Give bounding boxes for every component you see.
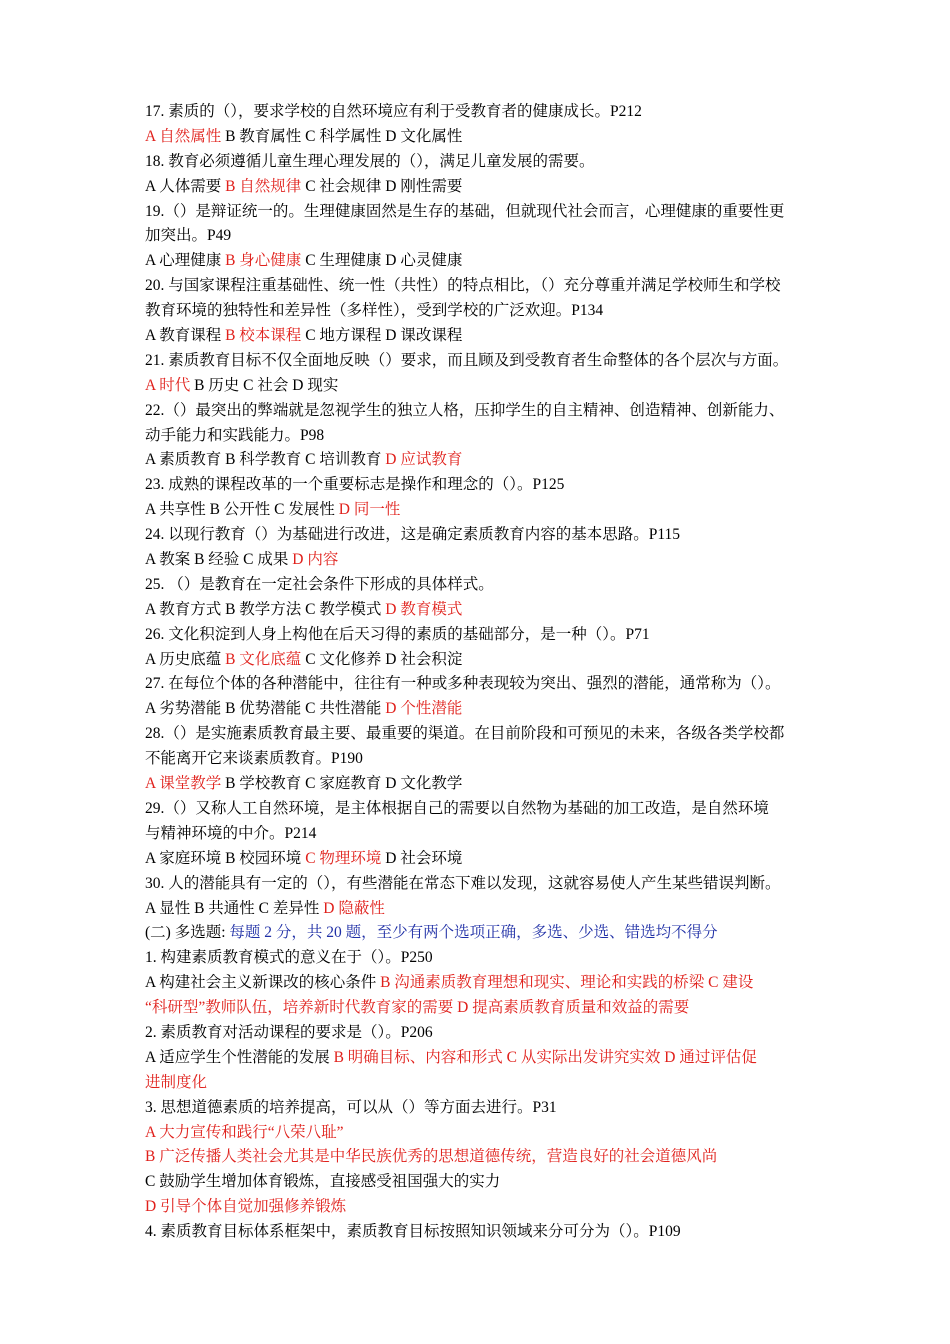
text-line [145, 897, 950, 922]
answer-text: A 自然属性 [145, 127, 222, 145]
text-line [145, 623, 950, 648]
text-segment: A 显性 B 共通性 C 差异性 [145, 899, 324, 917]
text-line [145, 424, 950, 449]
text-segment: C 地方课程 D 课改课程 [301, 327, 463, 345]
text-segment: 17. 素质的（），要求学校的自然环境应有利于受教育者的健康成长。P212 [145, 103, 642, 120]
answer-text: B 沟通素质教育理想和现实、理论和实践的桥梁 C 建设 [380, 974, 754, 992]
text-segment: A 适应学生个性潜能的发展 [145, 1048, 334, 1066]
answer-text: D 个性潜能 [385, 700, 463, 718]
text-segment: 19.（）是辩证统一的。生理健康固然是生存的基础，但就现代社会而言，心理健康的重要性更 [145, 202, 785, 220]
text-segment: A 共享性 B 公开性 C 发展性 [145, 501, 339, 519]
text-line [145, 200, 950, 225]
text-line [145, 996, 950, 1021]
text-line [145, 697, 950, 722]
text-segment: 24. 以现行教育（）为基础进行改进，这是确定素质教育内容的基本思路。P115 [145, 526, 681, 544]
answer-text: D 应试教育 [385, 451, 463, 469]
text-segment: 不能离开它来谈素质教育。P190 [145, 750, 363, 768]
text-line [145, 399, 950, 424]
text-segment: 25. （）是教育在一定社会条件下形成的具体样式。 [145, 575, 494, 593]
answer-text: A 课堂教学 [145, 775, 222, 793]
text-line [145, 299, 950, 324]
text-segment: A 人体需要 [145, 177, 226, 195]
text-segment: A 教育方式 B 教学方法 C 教学模式 [145, 600, 386, 618]
text-segment: C 鼓励学生增加体育锻炼，直接感受祖国强大的实力 [145, 1173, 501, 1191]
answer-text: D 教育模式 [385, 600, 463, 618]
text-line [145, 971, 950, 996]
text-segment: 18. 教育必须遵循儿童生理心理发展的（），满足儿童发展的需要。 [145, 152, 595, 170]
text-line [145, 1220, 950, 1245]
text-line [145, 498, 950, 523]
text-line [145, 349, 950, 374]
answer-text: 进制度化 [145, 1073, 208, 1091]
answer-text: B 自然规律 [225, 177, 302, 195]
text-segment: 29.（）又称人工自然环境，是主体根据自己的需要以自然物为基础的加工改造，是自然环境 [145, 799, 769, 817]
text-line [145, 523, 950, 548]
text-segment: B 历史 C 社会 D 现实 [190, 376, 339, 394]
document-body [0, 100, 950, 1245]
text-line [145, 797, 950, 822]
text-line [145, 1195, 950, 1220]
text-line [145, 448, 950, 473]
text-segment: A 家庭环境 B 校园环境 [145, 849, 306, 867]
text-line [145, 722, 950, 747]
text-line [145, 672, 950, 697]
text-segment: C 文化修养 D 社会积淀 [301, 650, 463, 668]
text-line [145, 921, 950, 946]
text-line [145, 249, 950, 274]
text-line [145, 573, 950, 598]
text-line [145, 1145, 950, 1170]
answer-text: B 广泛传播人类社会尤其是中华民族优秀的思想道德传统，营造良好的社会道德风尚 [145, 1148, 718, 1166]
text-segment: A 教案 B 经验 C 成果 [145, 551, 293, 569]
text-line [145, 1071, 950, 1096]
text-line [145, 1021, 950, 1046]
text-line [145, 548, 950, 573]
answer-text: A 时代 [145, 376, 191, 394]
text-line [145, 847, 950, 872]
text-segment: A 劣势潜能 B 优势潜能 C 共性潜能 [145, 700, 386, 718]
text-segment: A 心理健康 [145, 252, 226, 270]
text-segment: 27. 在每位个体的各种潜能中，往往有一种或多种表现较为突出、强烈的潜能，通常称为（）。 [145, 675, 781, 693]
answer-text: B 校本课程 [225, 327, 302, 345]
text-line [145, 772, 950, 797]
answer-text: B 身心健康 [225, 252, 302, 270]
answer-text: B 明确目标、内容和形式 C 从实际出发讲究实效 D 通过评估促 [333, 1048, 757, 1066]
answer-text: D 引导个体自觉加强修养锻炼 [145, 1198, 347, 1216]
text-line [145, 1096, 950, 1121]
text-line [145, 374, 950, 399]
answer-text: “科研型”教师队伍，培养新时代教育家的需要 D 提高素质教育质量和效益的需要 [145, 999, 690, 1017]
text-line [145, 747, 950, 772]
text-segment: 20. 与国家课程注重基础性、统一性（共性）的特点相比，（）充分尊重并满足学校师生和学校 [145, 277, 781, 295]
text-segment: C 生理健康 D 心灵健康 [301, 252, 463, 270]
text-segment: A 素质教育 B 科学教育 C 培训教育 [145, 451, 386, 469]
text-segment: B 教育属性 C 科学属性 D 文化属性 [221, 127, 463, 145]
text-line [145, 274, 950, 299]
text-segment: 30. 人的潜能具有一定的（），有些潜能在常态下难以发现，这就容易使人产生某些错误判断。 [145, 874, 781, 892]
text-segment: D 社会环境 [381, 849, 463, 867]
text-segment: 4. 素质教育目标体系框架中，素质教育目标按照知识领域来分可分为（）。P109 [145, 1223, 681, 1241]
text-segment: 加突出。P49 [145, 227, 232, 245]
text-line [145, 946, 950, 971]
text-segment: 教育环境的独特性和差异性（多样性），受到学校的广泛欢迎。P134 [145, 302, 604, 320]
text-line [145, 1170, 950, 1195]
text-segment: B 学校教育 C 家庭教育 D 文化教学 [221, 775, 463, 793]
text-segment: A 教育课程 [145, 327, 226, 345]
text-segment: 26. 文化积淀到人身上构他在后天习得的素质的基础部分，是一种（）。P71 [145, 625, 650, 643]
text-line [145, 822, 950, 847]
text-line [145, 125, 950, 150]
text-segment: 23. 成熟的课程改革的一个重要标志是操作和理念的（）。P125 [145, 476, 565, 494]
text-segment: 动手能力和实践能力。P98 [145, 426, 325, 444]
text-segment: 1. 构建素质教育模式的意义在于（）。P250 [145, 949, 433, 967]
text-segment: 与精神环境的中介。P214 [145, 824, 317, 842]
text-segment: 3. 思想道德素质的培养提高，可以从（）等方面去进行。P31 [145, 1098, 557, 1116]
text-segment: (二) 多选题: [145, 924, 230, 942]
text-line [145, 598, 950, 623]
text-line [145, 872, 950, 897]
answer-text: B 文化底蕴 [225, 650, 302, 668]
answer-text: D 内容 [292, 551, 339, 569]
answer-text: D 同一性 [338, 501, 401, 519]
text-segment: 22.（）最突出的弊端就是忽视学生的独立人格，压抑学生的自主精神、创造精神、创新能力、 [145, 401, 785, 419]
text-segment: 21. 素质教育目标不仅全面地反映（）要求，而且顾及到受教育者生命整体的各个层次与方面。 [145, 351, 789, 369]
text-line [145, 100, 950, 125]
note-text: 每题 2 分，共 20 题，至少有两个选项正确，多选、少选、错选均不得分 [229, 924, 718, 942]
answer-text: A 大力宣传和践行“八荣八耻” [145, 1123, 344, 1141]
text-segment: 2. 素质教育对活动课程的要求是（）。P206 [145, 1023, 433, 1041]
text-segment: C 社会规律 D 刚性需要 [301, 177, 463, 195]
text-line [145, 473, 950, 498]
text-line [145, 150, 950, 175]
text-line [145, 175, 950, 200]
text-segment: A 历史底蕴 [145, 650, 226, 668]
text-line [145, 648, 950, 673]
text-segment: A 构建社会主义新课改的核心条件 [145, 974, 381, 992]
answer-text: D 隐蔽性 [323, 899, 385, 917]
answer-text: C 物理环境 [305, 849, 382, 867]
text-line [145, 1121, 950, 1146]
text-line [145, 224, 950, 249]
text-line [145, 324, 950, 349]
text-line [145, 1046, 950, 1071]
text-segment: 28.（）是实施素质教育最主要、最重要的渠道。在目前阶段和可预见的未来，各级各类学校都 [145, 725, 785, 743]
